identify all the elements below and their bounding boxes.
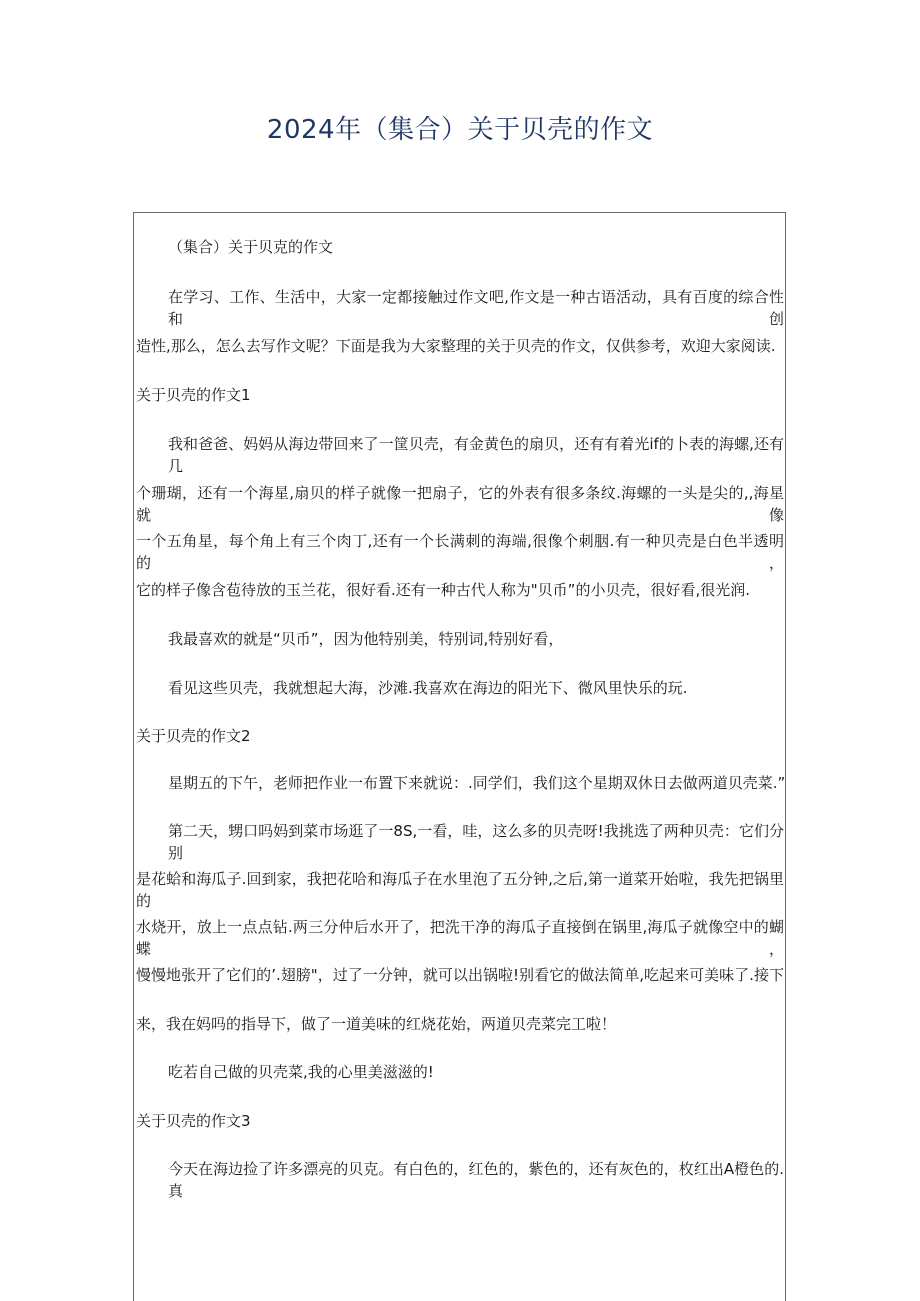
paragraph-line: 慢慢地张开了它们的’.翅膀"，过了一分钟，就可以出锅啦!别看它的做法简单,吃起来可美味了.接下 <box>136 966 784 984</box>
paragraph-line: 今天在海边捡了许多漂亮的贝克。有白色的，红色的，紫色的，还有灰色的，枚红出A橙色的.真 <box>168 1160 784 1200</box>
paragraph-line: 我最喜欢的就是“贝币”，因为他特别美，特别词,特别好看， <box>168 630 564 648</box>
paragraph-line: 造性,那么，怎么去写作文呢？下面是我为大家整理的关于贝壳的作文，仅供参考，欢迎大家阅读. <box>136 337 776 355</box>
paragraph-line: 看见这些贝壳，我就想起大海，沙滩.我喜欢在海边的阳光下、微风里快乐的玩. <box>168 679 688 697</box>
paragraph-line: 个珊瑚，还有一个海星,扇贝的样子就像一把扇子，它的外表有很多条纹.海螺的一头是尖的,,海星就像 <box>136 484 784 524</box>
section-heading: 关于贝壳的作文3 <box>136 1112 251 1130</box>
paragraph-line: 是花蛤和海瓜子.回到家，我把花哈和海瓜子在水里泡了五分钟,之后,第一道菜开始啦，我先把锅里的 <box>136 870 784 910</box>
paragraph-line: 吃若自己做的贝壳菜,我的心里美滋滋的! <box>168 1063 434 1081</box>
paragraph-line: 它的样子像含苞待放的玉兰花，很好看.还有一种古代人称为"贝币”的小贝壳，很好看,很光润. <box>136 581 750 599</box>
paragraph-line: 水烧开，放上一点点钻.两三分仲后水开了，把洗干净的海瓜子直接倒在锅里,海瓜子就像空中的蝴蝶， <box>136 918 784 958</box>
document-title: 2024年（集合）关于贝壳的作文 <box>266 115 654 145</box>
paragraph-line: 在学习、工作、生活中，大家一定都接触过作文吧,作文是一种古语活动，具有百度的综合性和创 <box>168 288 784 328</box>
paragraph-line: 第二天，甥口吗妈到菜市场逛了一8S,一看，哇，这么多的贝壳呀!我挑选了两种贝壳：它们分别 <box>168 822 784 862</box>
paragraph-line: 星期五的下午，老师把作业一布置下来就说：.同学们，我们这个星期双休日去做两道贝壳菜.” <box>168 774 786 792</box>
paragraph-line: 来，我在妈吗的指导下，做了一道美味的红烧花始，两道贝壳菜完工啦！ <box>136 1015 617 1033</box>
subtitle-line: （集合）关于贝克的作文 <box>168 238 334 256</box>
section-heading: 关于贝壳的作文2 <box>136 727 251 745</box>
paragraph-line: 一个五角星，每个角上有三个肉丁,还有一个长满刺的海端,很像个刺胭.有一种贝壳是白色半透明的， <box>136 532 784 572</box>
paragraph-line: 我和爸爸、妈妈从海边带回来了一筐贝壳，有金黄色的扇贝，还有有着光if的卜表的海螺,还有几 <box>168 435 784 475</box>
section-heading: 关于贝壳的作文1 <box>136 386 251 404</box>
content-frame <box>133 212 786 1301</box>
